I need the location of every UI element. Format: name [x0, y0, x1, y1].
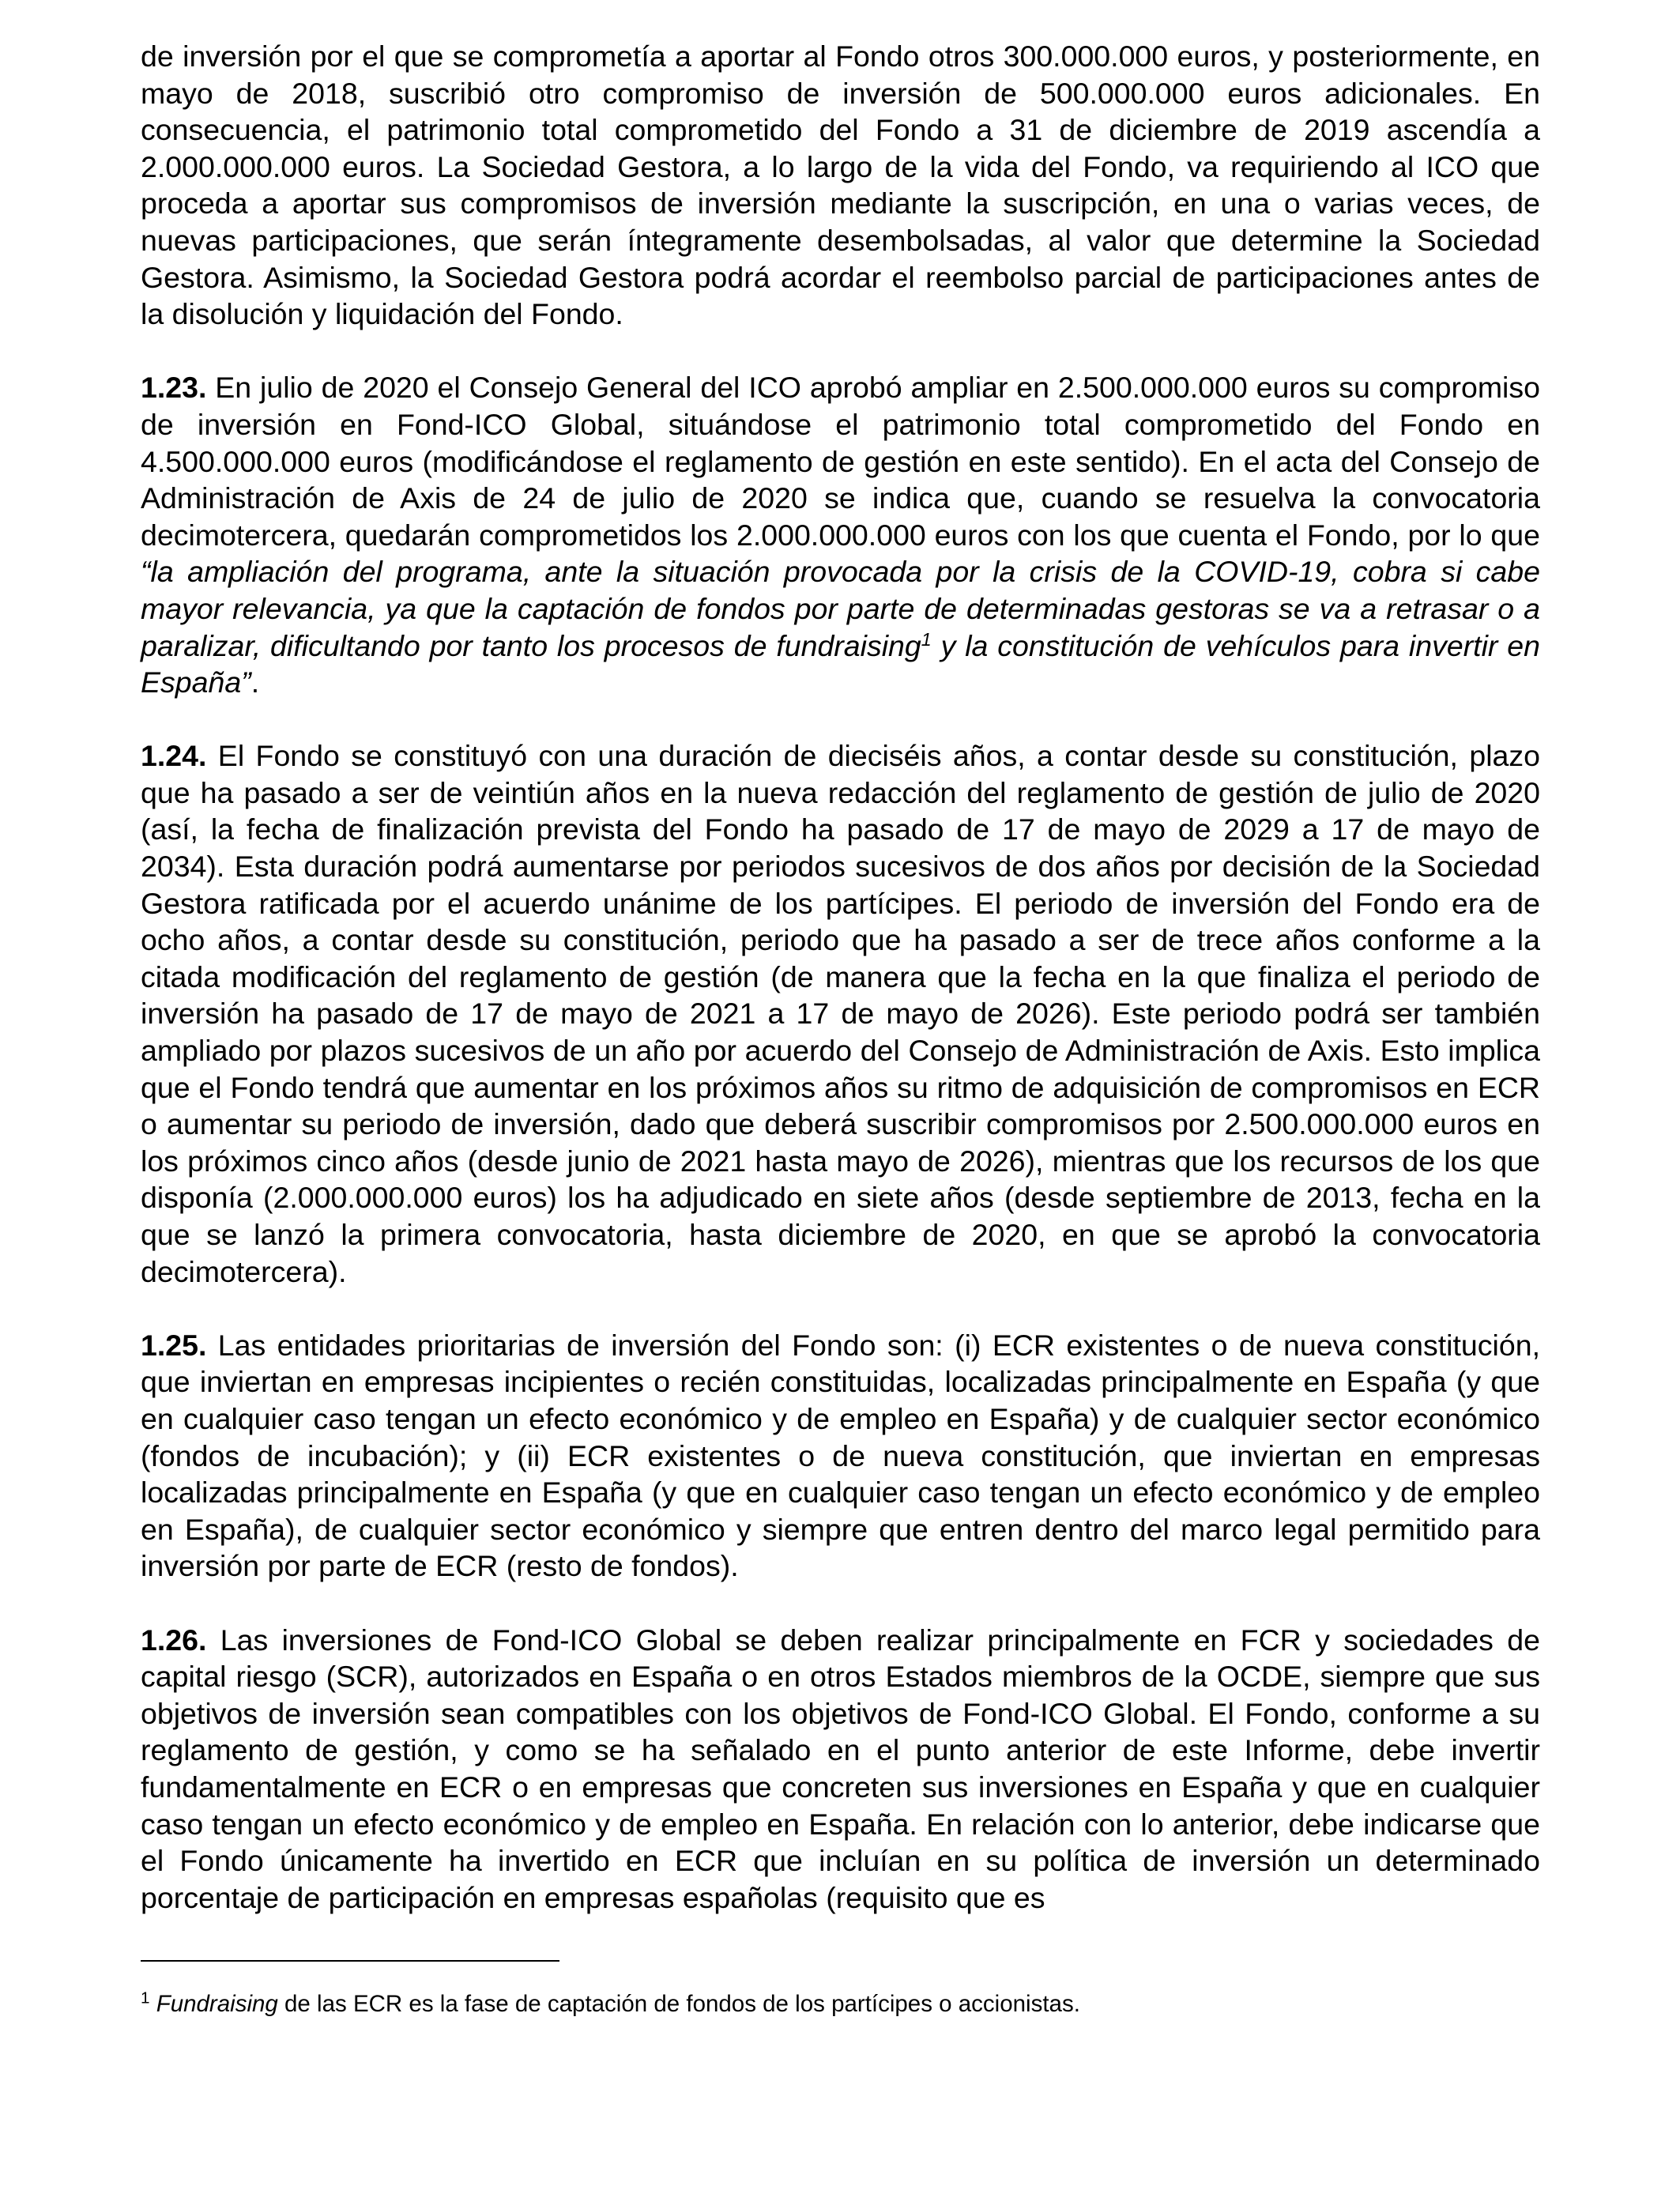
footnote-reference: 1 — [921, 628, 932, 650]
paragraph-1-26 — [141, 1622, 1540, 1917]
paragraph-end: . — [250, 665, 260, 699]
paragraph-number: 1.24. — [141, 739, 207, 773]
footnote-text: de las ECR es la fase de captación de fondos de los partícipes o accionistas. — [277, 1991, 1080, 2017]
paragraph-text: Las inversiones de Fond-ICO Global se deben realizar principalmente en FCR y sociedades de capital riesgo (SCR), autorizados en España o en otros Estados miembros de la OCDE, siempre que sus objetivos de inversión sean compatibles con los objetivos de Fond-ICO Global. El Fondo, conforme a su reglamento de gestión, y como se ha señalado en el punto anterior de este Informe, debe invertir fundamentalmente en ECR o en empresas que concreten sus inversiones en España y que en cualquier caso tengan un efecto económico y de empleo en España. En relación con lo anterior, debe indicarse que el Fondo únicamente ha invertido en ECR que incluían en su política de inversión un determinado porcentaje de participación en empresas españolas (requisito que es — [141, 1623, 1540, 1914]
quoted-text-end: y la constitución de vehículos para invertir en España” — [141, 628, 1540, 699]
footnote — [141, 1990, 1540, 2019]
paragraph-1-23 — [141, 369, 1540, 700]
paragraph-text: Las entidades prioritarias de inversión del Fondo son: (i) ECR existentes o de nueva constitución, que inviertan en empresas incipientes o recién constituidas, localizadas principalmente en España (y que en cualquier caso tengan un efecto económico y de empleo en España) y de cualquier sector económico (fondos de incubación); y (ii) ECR existentes o de nueva constitución, que inviertan en empresas localizadas principalmente en España (y que en cualquier caso tengan un efecto económico y de empleo en España), de cualquier sector económico y siempre que entren dentro del marco legal permitido para inversión por parte de ECR (resto de fondos). — [141, 1328, 1540, 1583]
quoted-text: “la ampliación del programa, ante la situación provocada por la crisis de la COVID-19, cobra si cabe mayor relevancia, ya que la captación de fondos por parte de determinadas gestoras se va a retrasar o a paralizar, dificultando por tanto los procesos de fundraising — [141, 555, 1540, 662]
paragraph-text: En julio de 2020 el Consejo General del ICO aprobó ampliar en 2.500.000.000 euros su compromiso de inversión en Fond-ICO Global, situándose el patrimonio total comprometido del Fondo en 4.500.000.000 euros (modificándose el reglamento de gestión en este sentido). En el acta del Consejo de Administración de Axis de 24 de julio de 2020 se indica que, cuando se resuelva la convocatoria decimotercera, quedarán comprometidos los 2.000.000.000 euros con los que cuenta el Fondo, por lo que — [141, 371, 1540, 552]
paragraph-text: de inversión por el que se comprometía a aportar al Fondo otros 300.000.000 euros, y posteriormente, en mayo de 2018, suscribió otro compromiso de inversión de 500.000.000 euros adicionales. En consecuencia, el patrimonio total comprometido del Fondo a 31 de diciembre de 2019 ascendía a 2.000.000.000 euros. La Sociedad Gestora, a lo largo de la vida del Fondo, va requiriendo al ICO que proceda a aportar sus compromisos de inversión mediante la suscripción, en una o varias veces, de nuevas participaciones, que serán íntegramente desembolsadas, al valor que determine la Sociedad Gestora. Asimismo, la Sociedad Gestora podrá acordar el reembolso parcial de participaciones antes de la disolución y liquidación del Fondo. — [141, 40, 1540, 331]
footnote-term: Fundraising — [156, 1991, 278, 2017]
paragraph-number: 1.23. — [141, 371, 207, 405]
paragraph-continuation — [141, 38, 1540, 333]
paragraph-number: 1.26. — [141, 1623, 207, 1657]
document-body — [141, 38, 1540, 1953]
paragraph-1-24 — [141, 737, 1540, 1290]
footnote-marker: 1 — [141, 1989, 150, 2007]
paragraph-text: El Fondo se constituyó con una duración de dieciséis años, a contar desde su constitución, plazo que ha pasado a ser de veintiún años en la nueva redacción del reglamento de gestión de julio de 2020 (así, la fecha de finalización prevista del Fondo ha pasado de 17 de mayo de 2029 a 17 de mayo de 2034). Esta duración podrá aumentarse por periodos sucesivos de dos años por decisión de la Sociedad Gestora ratificada por el acuerdo unánime de los partícipes. El periodo de inversión del Fondo era de ocho años, a contar desde su constitución, periodo que ha pasado a ser de trece años conforme a la citada modificación del reglamento de gestión (de manera que la fecha en la que finaliza el periodo de inversión ha pasado de 17 de mayo de 2021 a 17 de mayo de 2026). Este periodo podrá ser también ampliado por plazos sucesivos de un año por acuerdo del Consejo de Administración de Axis. Esto implica que el Fondo tendrá que aumentar en los próximos años su ritmo de adquisición de compromisos en ECR o aumentar su periodo de inversión, dado que deberá suscribir compromisos por 2.500.000.000 euros en los próximos cinco años (desde junio de 2021 hasta mayo de 2026), mientras que los recursos de los que disponía (2.000.000.000 euros) los ha adjudicado en siete años (desde septiembre de 2013, fecha en la que se lanzó la primera convocatoria, hasta diciembre de 2020, en que se aprobó la convocatoria decimotercera). — [141, 739, 1540, 1288]
footnote-divider — [141, 1960, 559, 1962]
paragraph-1-25 — [141, 1327, 1540, 1585]
paragraph-number: 1.25. — [141, 1328, 207, 1362]
